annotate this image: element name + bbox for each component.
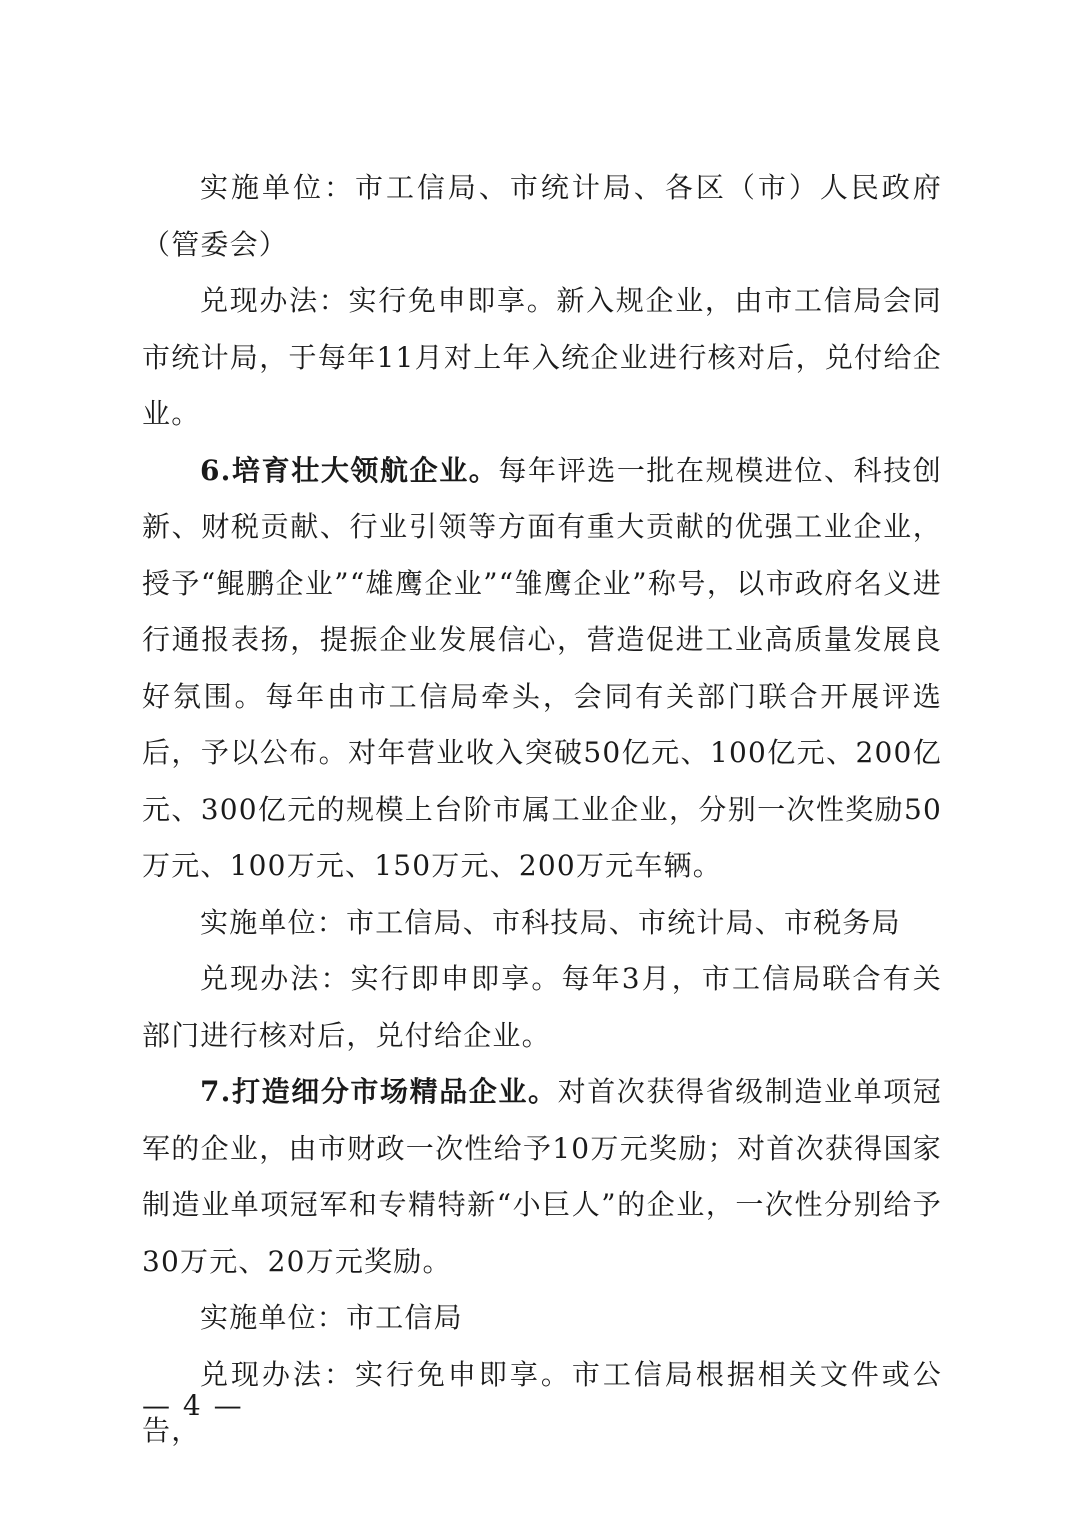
paragraph-text: 每年评选一批在规模进位、科技创新、财税贡献、行业引领等方面有重大贡献的优强工业企业，授予“鲲鹏企业”“雄鹰企业”“雏鹰企业”称号，以市政府名义进行通报表扬，提振企业发展信心，营造促进工业高质量发展良好氛围。每年由市工信局牵头，会同有关部门联合开展评选后，予以公布。对年营业收入突破50亿元、100亿元、200亿元、300亿元的规模上台阶市属工业企业，分别一次性奖励50万元、100万元、150万元、200万元车辆。 <box>142 453 942 882</box>
paragraph-redemption-method-2 <box>142 951 942 1064</box>
page-number: — 4 — <box>142 1389 244 1422</box>
paragraph-text: 实施单位：市工信局、市统计局、各区（市）人民政府（管委会） <box>142 171 942 261</box>
paragraph-text: 对首次获得省级制造业单项冠军的企业，由市财政一次性给予10万元奖励；对首次获得国家制造业单项冠军和专精特新“小巨人”的企业，一次性分别给予30万元、20万元奖励。 <box>142 1075 942 1278</box>
paragraph-text: 实施单位：市工信局 <box>200 1301 463 1334</box>
paragraph-implementing-units-2 <box>142 895 942 952</box>
paragraph-item-6 <box>142 443 942 895</box>
paragraph-text: 兑现办法：实行免申即享。市工信局根据相关文件或公告， <box>142 1357 942 1447</box>
paragraph-implementing-units-3 <box>142 1290 942 1347</box>
item-7-heading: 7.打造细分市场精品企业。 <box>200 1075 558 1108</box>
paragraph-text: 兑现办法：实行免申即享。新入规企业，由市工信局会同市统计局，于每年11月对上年入统企业进行核对后，兑付给企业。 <box>142 284 942 430</box>
document-body <box>142 160 942 1460</box>
paragraph-item-7 <box>142 1064 942 1290</box>
paragraph-redemption-method-1 <box>142 273 942 443</box>
paragraph-implementing-units-1 <box>142 160 942 273</box>
paragraph-text: 兑现办法：实行即申即享。每年3月，市工信局联合有关部门进行核对后，兑付给企业。 <box>142 962 942 1052</box>
item-6-heading: 6.培育壮大领航企业。 <box>200 453 499 487</box>
paragraph-redemption-method-3 <box>142 1347 942 1460</box>
paragraph-text: 实施单位：市工信局、市科技局、市统计局、市税务局 <box>200 905 901 939</box>
